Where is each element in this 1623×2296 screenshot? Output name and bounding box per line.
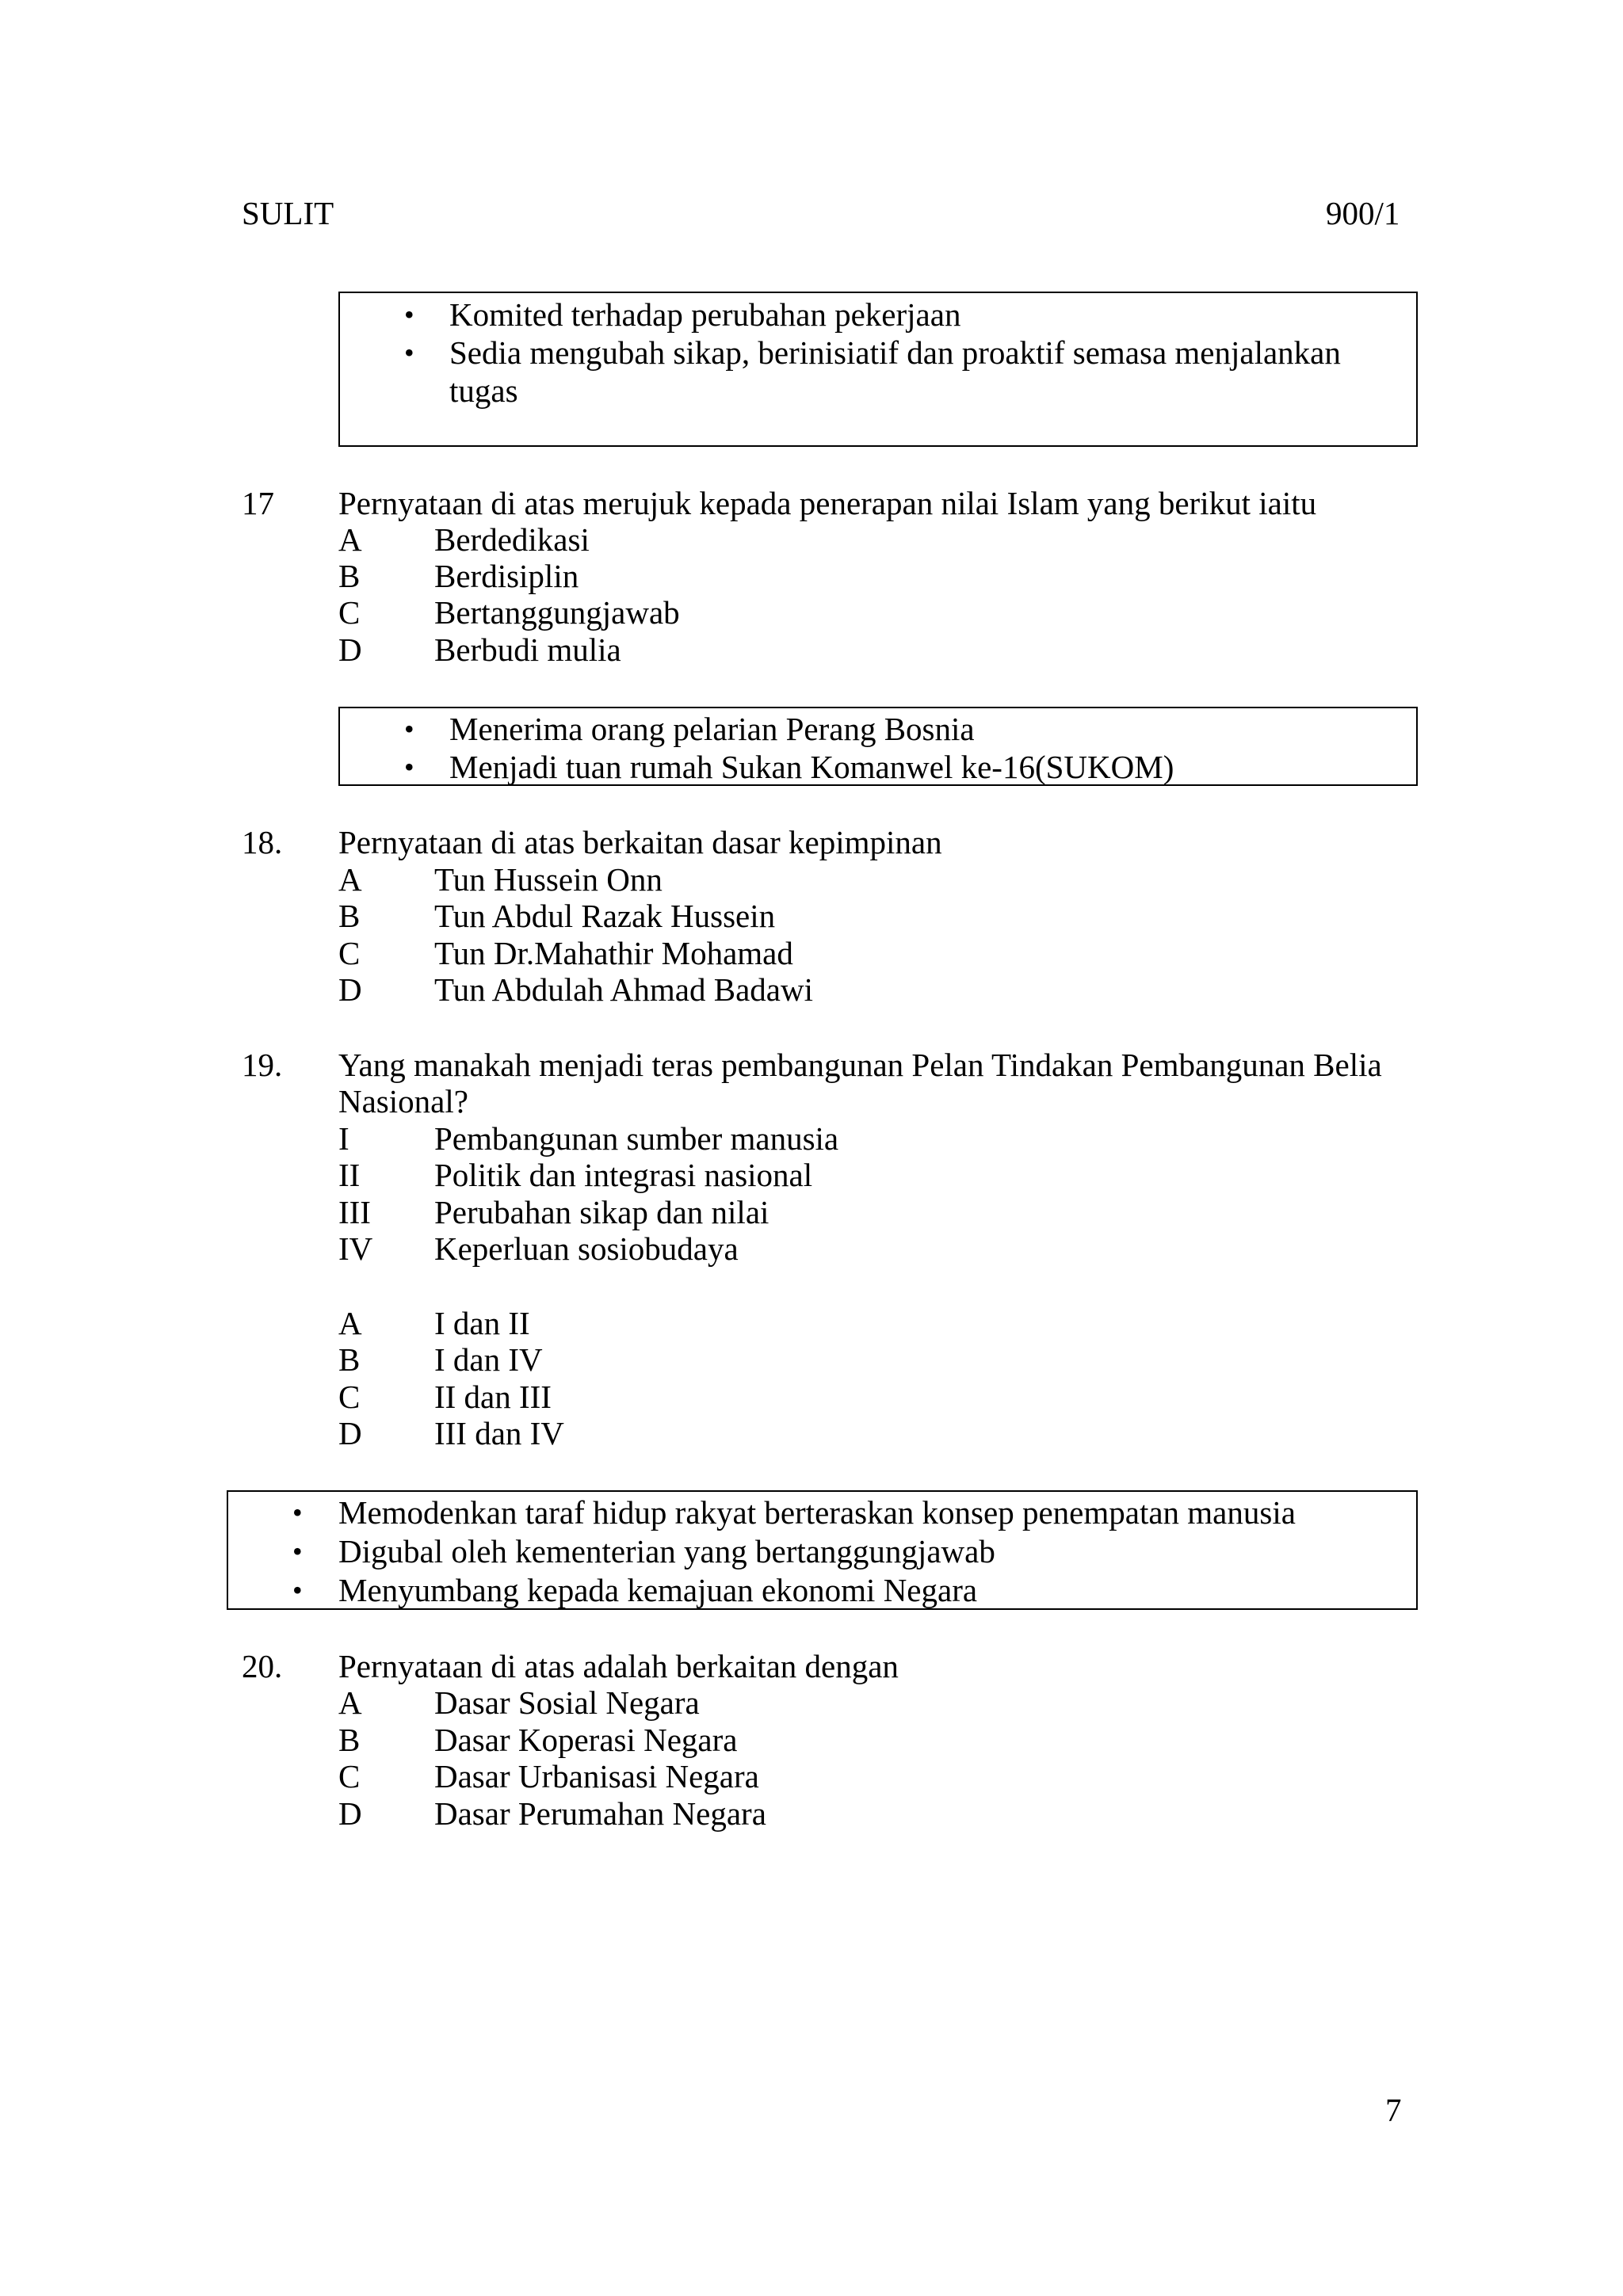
q19-number: 19. [242, 1047, 283, 1083]
q17-option-text: Berbudi mulia [434, 631, 621, 668]
bullet-icon: • [404, 337, 414, 368]
q19-stem-line2: Nasional? [338, 1083, 468, 1119]
q20-option-text: Dasar Perumahan Negara [434, 1795, 766, 1832]
box3-bullet-2: Digubal oleh kementerian yang bertanggungjawab [338, 1533, 995, 1569]
box3-bullet-1: Memodenkan taraf hidup rakyat berteraskan konsep penempatan manusia [338, 1494, 1296, 1531]
q18-option-letter: D [338, 971, 362, 1008]
q19-option-text: I dan II [434, 1305, 530, 1341]
bullet-icon: • [292, 1535, 303, 1567]
box2-bullet-1: Menerima orang pelarian Perang Bosnia [449, 711, 975, 747]
q19-stem-line1: Yang manakah menjadi teras pembangunan Pelan Tindakan Pembangunan Belia [338, 1047, 1382, 1083]
q20-option-letter: B [338, 1722, 361, 1758]
q17-option-letter: B [338, 558, 361, 594]
q20-number: 20. [242, 1648, 283, 1684]
bullet-icon: • [292, 1574, 303, 1606]
q20-option-text: Dasar Sosial Negara [434, 1684, 700, 1721]
q18-option-letter: C [338, 935, 361, 971]
q18-option-text: Tun Hussein Onn [434, 861, 663, 898]
q17-option-letter: A [338, 521, 362, 558]
header-left: SULIT [242, 195, 334, 231]
bullet-icon: • [292, 1497, 303, 1528]
q17-option-text: Bertanggungjawab [434, 594, 680, 631]
q19-item-label: II [338, 1157, 361, 1193]
box1-bullet-2: Sedia mengubah sikap, berinisiatif dan proaktif semasa menjalankan [449, 334, 1341, 371]
bullet-icon: • [404, 751, 414, 783]
q18-stem: Pernyataan di atas berkaitan dasar kepimpinan [338, 824, 942, 860]
q20-option-letter: A [338, 1684, 362, 1721]
q20-option-letter: D [338, 1795, 362, 1832]
box3-bullet-3: Menyumbang kepada kemajuan ekonomi Negara [338, 1572, 978, 1608]
q19-option-letter: C [338, 1379, 361, 1415]
q19-item-label: IV [338, 1230, 373, 1267]
q19-option-text: III dan IV [434, 1415, 564, 1451]
q20-option-text: Dasar Koperasi Negara [434, 1722, 738, 1758]
q19-option-letter: A [338, 1305, 362, 1341]
q19-option-letter: B [338, 1341, 361, 1378]
bullet-icon: • [404, 299, 414, 330]
q18-number: 18. [242, 824, 283, 860]
q17-option-text: Berdedikasi [434, 521, 590, 558]
q18-option-text: Tun Abdulah Ahmad Badawi [434, 971, 813, 1008]
q18-option-text: Tun Abdul Razak Hussein [434, 898, 776, 934]
box2-bullet-2: Menjadi tuan rumah Sukan Komanwel ke-16(SUKOM) [449, 749, 1174, 785]
q20-option-letter: C [338, 1758, 361, 1794]
q17-option-letter: D [338, 631, 362, 668]
q20-option-text: Dasar Urbanisasi Negara [434, 1758, 759, 1794]
q17-option-text: Berdisiplin [434, 558, 579, 594]
q19-item-text: Perubahan sikap dan nilai [434, 1194, 769, 1230]
q17-option-letter: C [338, 594, 361, 631]
q17-stem: Pernyataan di atas merujuk kepada penerapan nilai Islam yang berikut iaitu [338, 485, 1317, 521]
bullet-icon: • [404, 713, 414, 745]
q19-option-text: I dan IV [434, 1341, 543, 1378]
q19-item-text: Politik dan integrasi nasional [434, 1157, 813, 1193]
page-number: 7 [1385, 2092, 1402, 2128]
box1-bullet-1: Komited terhadap perubahan pekerjaan [449, 296, 961, 333]
q19-item-label: I [338, 1120, 349, 1157]
q18-option-text: Tun Dr.Mahathir Mohamad [434, 935, 793, 971]
q20-stem: Pernyataan di atas adalah berkaitan dengan [338, 1648, 899, 1684]
q19-option-letter: D [338, 1415, 362, 1451]
q19-option-text: II dan III [434, 1379, 552, 1415]
q18-option-letter: B [338, 898, 361, 934]
header-right: 900/1 [1326, 195, 1400, 231]
q18-option-letter: A [338, 861, 362, 898]
box1-bullet-2-cont: tugas [449, 372, 518, 409]
q19-item-text: Pembangunan sumber manusia [434, 1120, 839, 1157]
q19-item-text: Keperluan sosiobudaya [434, 1230, 739, 1267]
q19-item-label: III [338, 1194, 371, 1230]
q17-number: 17 [242, 485, 274, 521]
